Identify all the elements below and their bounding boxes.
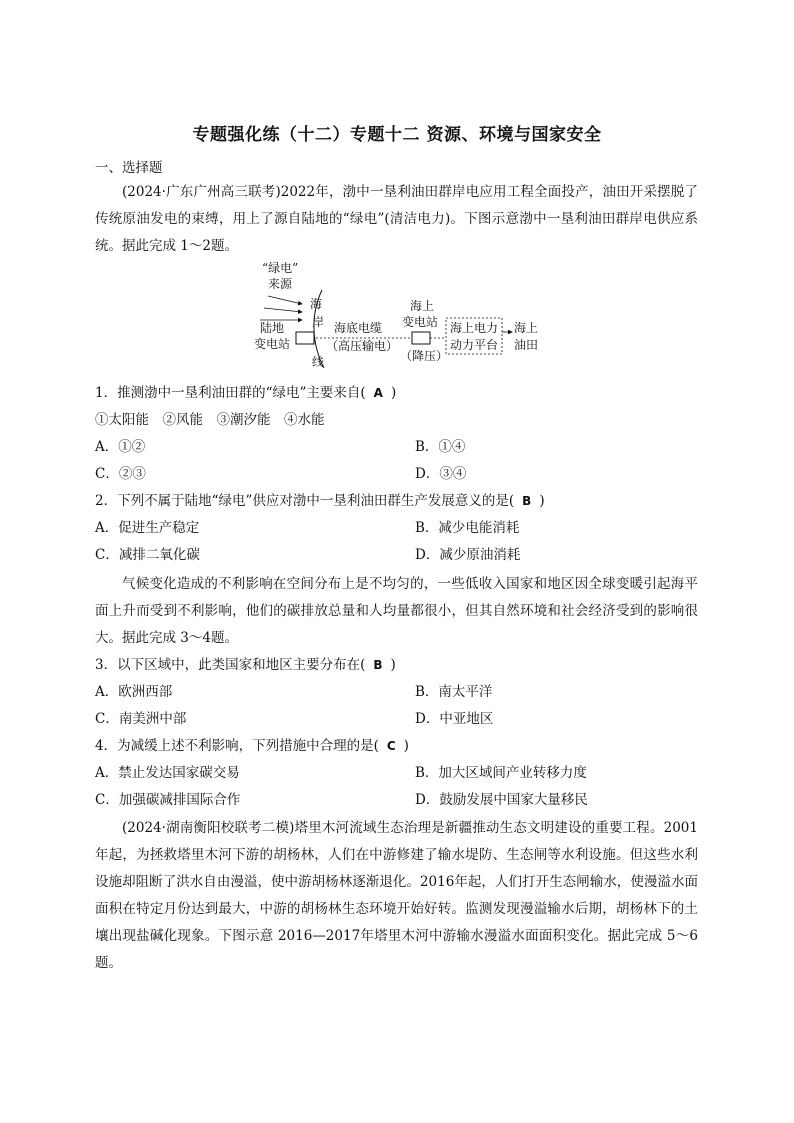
coast-char-1: 海 bbox=[310, 297, 323, 311]
oilfield-label-1: 海上 bbox=[514, 321, 539, 335]
question-2-stem: 2．下列不属于陆地“绿电”供应对渤中一垦利油田群生产发展意义的是( B ) bbox=[95, 493, 545, 509]
green-arrow-2 bbox=[264, 308, 302, 312]
green-power-label-2: 来源 bbox=[268, 277, 293, 291]
land-station-label-1: 陆地 bbox=[260, 321, 285, 335]
question-2-option-b: B．减少电能消耗 bbox=[415, 520, 520, 536]
question-1-option-d: D．③④ bbox=[415, 466, 467, 482]
land-station-box bbox=[296, 332, 314, 344]
question-1-option-a: A．①② bbox=[95, 439, 146, 455]
question-4-option-c: C．加强碳减排国际合作 bbox=[95, 792, 241, 808]
question-4-option-d: D．鼓励发展中国家大量移民 bbox=[415, 792, 588, 808]
sea-station-box bbox=[412, 332, 430, 344]
intro-paragraph-2: 气候变化造成的不利影响在空间分布上是不均匀的，一些低收入国家和地区因全球变暖引起海平面上升而受到不利影响，他们的碳排放总量和人均量都很小，但其自然环境和社会经济受到的影响很大。据此完成 3～4题。 bbox=[95, 576, 698, 646]
question-2-option-d: D．减少原油消耗 bbox=[415, 547, 521, 563]
question-3-option-b: B．南太平洋 bbox=[415, 684, 493, 700]
sea-station-label-1: 海上 bbox=[410, 299, 435, 313]
question-3-option-c: C．南美洲中部 bbox=[95, 711, 187, 727]
intro-paragraph-3: (2024·湖南衡阳校联考二模)塔里木河流域生态治理是新疆推动生态文明建设的重要工程。2001年起，为拯救塔里木河下游的胡杨林，人们在中游修建了输水堤防、生态闸等水利设施。但这些水利设施却阻断了洪水自由漫溢，使中游胡杨林逐渐退化。2016年起，人们打开生态闸输水，使漫溢水面面积在特定月份达到最大，中游的胡杨林生态环境开始好转。监测发现漫溢输水后期，胡杨林下的土壤出现盐碱化现象。下图示意 2016—2017年塔里木河中游输水漫溢水面面积变化。据此完成 5～6题。 bbox=[95, 820, 698, 971]
question-1-items: ①太阳能 ②风能 ③潮汐能 ④水能 bbox=[95, 412, 325, 428]
question-1-answer: A bbox=[373, 386, 383, 400]
question-3-option-a: A．欧洲西部 bbox=[95, 684, 173, 700]
question-3-stem: 3．以下区域中，此类国家和地区主要分布在( B ) bbox=[95, 657, 396, 673]
page-title: 专题强化练（十二）专题十二 资源、环境与国家安全 bbox=[192, 125, 602, 145]
coast-char-3: 线 bbox=[312, 355, 325, 369]
question-3-answer: B bbox=[373, 658, 383, 672]
green-arrow-1 bbox=[268, 296, 302, 304]
question-2-option-a: A．促进生产稳定 bbox=[95, 520, 200, 536]
question-3-option-d: D．中亚地区 bbox=[415, 711, 494, 727]
question-1-option-c: C．②③ bbox=[95, 466, 146, 482]
land-station-label-2: 变电站 bbox=[254, 337, 291, 351]
platform-label-2: 动力平台 bbox=[450, 338, 499, 352]
oilfield-label-2: 油田 bbox=[514, 338, 539, 352]
question-2-option-c: C．减排二氧化碳 bbox=[95, 547, 200, 563]
question-1-stem: 1．推测渤中一垦利油田群的“绿电”主要来自( A ) bbox=[95, 385, 397, 401]
question-2-answer: B bbox=[522, 494, 532, 508]
green-power-label-1: “绿电” bbox=[262, 261, 299, 275]
sea-station-label-3: （降压） bbox=[400, 349, 449, 363]
question-4-option-b: B．加大区域间产业转移力度 bbox=[415, 765, 587, 781]
question-4-stem: 4．为减缓上述不利影响，下列措施中合理的是( C ) bbox=[95, 738, 409, 754]
intro-paragraph-1: (2024·广东广州高三联考)2022年，渤中一垦利油田群岸电应用工程全面投产，油田开采摆脱了传统原油发电的束缚，用上了源自陆地的“绿电”(清洁电力)。下图示意渤中一垦利油田群岸电供应系统。据此完成 1～2题。 bbox=[95, 184, 698, 254]
section-heading: 一、选择题 bbox=[95, 160, 163, 176]
cable-label-1: 海底电缆 bbox=[334, 321, 383, 335]
power-supply-diagram bbox=[250, 260, 550, 375]
platform-label-1: 海上电力 bbox=[450, 321, 499, 335]
coast-char-2: 岸 bbox=[312, 315, 325, 329]
cable-label-2: （高压输电） bbox=[326, 339, 399, 353]
sea-station-label-2: 变电站 bbox=[402, 315, 439, 329]
question-1-option-b: B．①④ bbox=[415, 439, 466, 455]
question-4-option-a: A．禁止发达国家碳交易 bbox=[95, 765, 240, 781]
question-4-answer: C bbox=[386, 739, 396, 753]
